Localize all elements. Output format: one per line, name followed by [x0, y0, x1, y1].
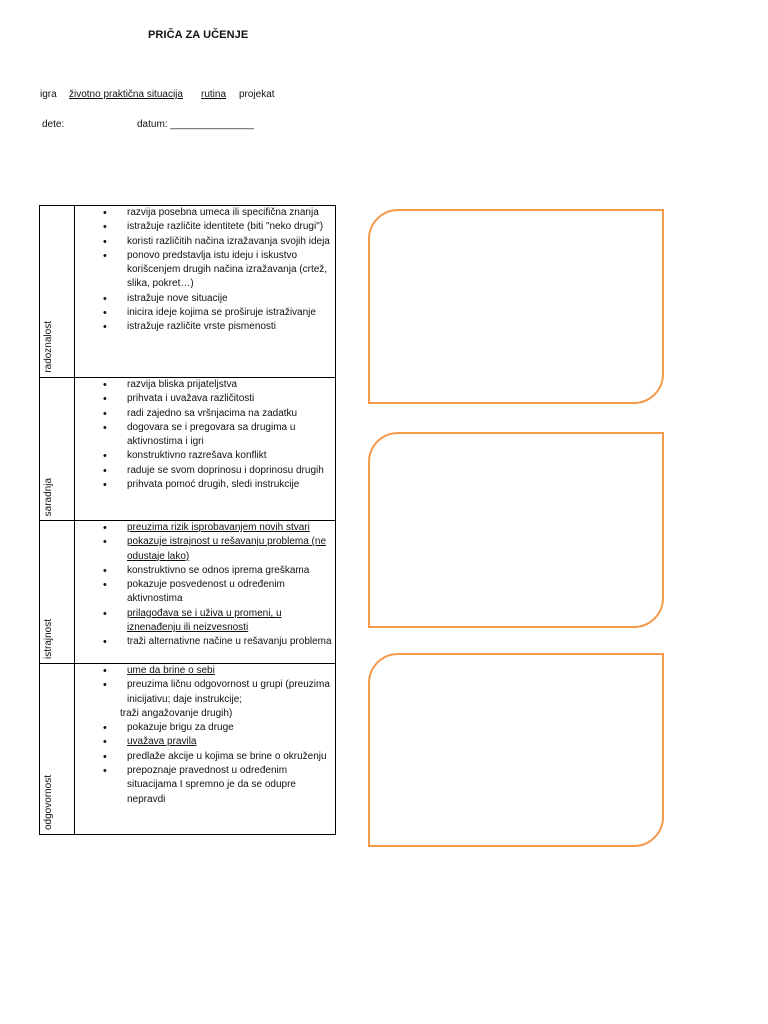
item-list: [75, 721, 335, 807]
list-item: • predlaže akcije u kojima se brine o okruženju: [75, 750, 335, 764]
list-item: • istražuje različite vrste pismenosti: [75, 320, 335, 334]
list-item: • koristi različitih načina izražavanja svojih ideja: [75, 235, 335, 249]
category-label: istrajnost: [43, 618, 54, 659]
list-item: • dogovara se i pregovara sa drugima u aktivnostima i igri: [75, 421, 335, 450]
section-row-radoznalost: [40, 206, 336, 378]
list-item: • razvija bliska prijateljstva: [75, 378, 335, 392]
list-item: • razvija posebna umeca ili specifična znanja: [75, 206, 335, 220]
item-list: [75, 664, 335, 707]
list-item: • konstruktivno se odnos iprema greškama: [75, 564, 335, 578]
document-title: PRIČA ZA UČENJE: [148, 29, 249, 41]
list-item: • prilagođava se i uživa u promeni, u iznenađenju ili neizvesnosti: [75, 607, 335, 636]
list-item: • ponovo predstavlja istu ideju i iskustvo korišcenjem drugih načina izražavanja (crtež, slika, pokret…): [75, 249, 335, 292]
note-box-2: [368, 432, 664, 628]
list-item: • prihvata i uvažava različitosti: [75, 392, 335, 406]
section-row-odgovornost: [40, 664, 336, 835]
list-item: • prepoznaje pravednost u određenim situacijama I spremno je da se odupre nepravdi: [75, 764, 335, 807]
item-list: [75, 378, 335, 492]
list-item: • istražuje nove situacije: [75, 292, 335, 306]
note-box-3: [368, 653, 664, 847]
list-item: • raduje se svom doprinosu i doprinosu drugih: [75, 464, 335, 478]
list-item: • konstruktivno razrešava konflikt: [75, 449, 335, 463]
type-projekat: projekat: [239, 89, 275, 100]
item-list: [75, 206, 335, 335]
type-rutina: rutina: [201, 89, 227, 100]
type-igra: igra: [40, 89, 57, 100]
list-item: • uvažava pravila: [75, 735, 335, 749]
category-cell: [40, 206, 75, 378]
items-cell: [75, 664, 336, 835]
list-item: • inicira ideje kojima se proširuje istraživanje: [75, 306, 335, 320]
list-item: • istražuje različite identitete (biti "neko drugi"): [75, 220, 335, 234]
category-cell: [40, 521, 75, 664]
list-item: • pokazuje posvedenost u određenim aktivnostima: [75, 578, 335, 607]
items-cell: [75, 206, 336, 378]
items-cell: [75, 378, 336, 521]
competency-table: [39, 205, 336, 835]
list-item: • preuzima ličnu odgovornost u grupi (preuzima inicijativu; daje instrukcije;: [75, 678, 335, 707]
section-row-saradnja: [40, 378, 336, 521]
date-field: datum: _______________: [137, 119, 254, 130]
list-item: • preuzima rizik isprobavanjem novih stvari: [75, 521, 335, 535]
list-item: • pokazuje istrajnost u rešavanju problema (ne odustaje lako): [75, 535, 335, 564]
category-label: radoznalost: [43, 321, 54, 373]
list-item-continuation: traži angažovanje drugih): [120, 707, 233, 719]
item-list: [75, 521, 335, 650]
list-item: • prihvata pomoć drugih, sledi instrukcije: [75, 478, 335, 492]
child-label: dete:: [42, 119, 65, 130]
list-item: • traži alternativne načine u rešavanju problema: [75, 635, 335, 649]
list-item: • radi zajedno sa vršnjacima na zadatku: [75, 407, 335, 421]
category-label: odgovornost: [43, 774, 54, 830]
category-label: saradnja: [43, 477, 54, 516]
category-cell: [40, 664, 75, 835]
type-zivotno-prakticna-situacija: životno praktična situacija: [69, 89, 183, 100]
list-item: • pokazuje brigu za druge: [75, 721, 335, 735]
note-box-1: [368, 209, 664, 404]
section-row-istrajnost: [40, 521, 336, 664]
list-item: • ume da brine o sebi: [75, 664, 335, 678]
category-cell: [40, 378, 75, 521]
items-cell: [75, 521, 336, 664]
